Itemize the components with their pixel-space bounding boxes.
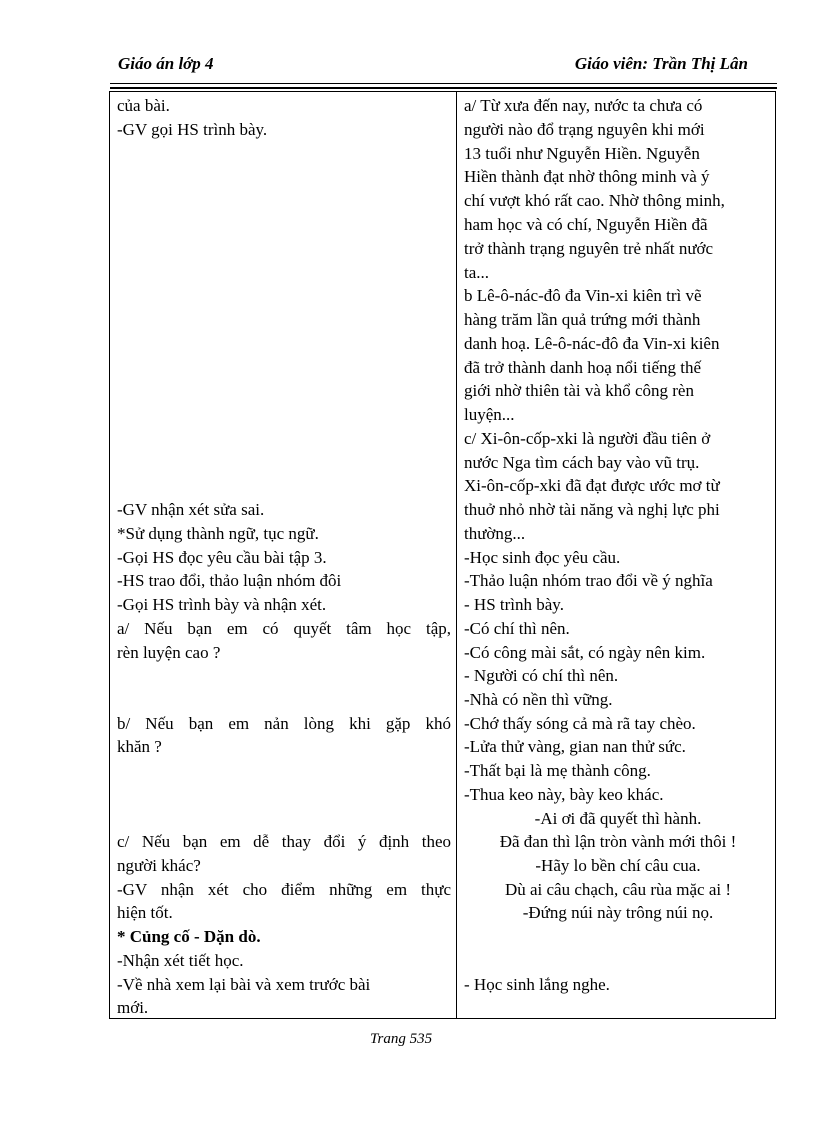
column-divider: [456, 92, 457, 1018]
right-line: Xi-ôn-cốp-xki đã đạt được ước mơ từ: [464, 476, 720, 495]
left-line: -GV nhận xét cho điểm những em thực: [117, 880, 451, 899]
right-line: hàng trăm lần quả trứng mới thành: [464, 310, 701, 329]
left-line: người khác?: [117, 856, 201, 875]
left-line: -Nhận xét tiết học.: [117, 951, 244, 970]
left-line: -Gọi HS trình bày và nhận xét.: [117, 595, 327, 614]
proverb-line: -Hãy lo bền chí câu cua.: [535, 856, 701, 875]
page-number: Trang 535: [370, 1031, 433, 1047]
proverb-line: - Người có chí thì nên.: [464, 666, 619, 685]
proverb-line: -Chớ thấy sóng cả mà rã tay chèo.: [464, 714, 696, 733]
left-line: -Về nhà xem lại bài và xem trước bài: [117, 975, 371, 994]
right-line: - Học sinh lắng nghe.: [464, 975, 610, 994]
left-line: -GV gọi HS trình bày.: [117, 120, 268, 139]
right-line: nước Nga tìm cách bay vào vũ trụ.: [464, 453, 700, 472]
header-left-title: Giáo án lớp 4: [118, 54, 214, 73]
lesson-table: [109, 91, 776, 1019]
right-line: b Lê-ô-nác-đô đa Vin-xi kiên trì vẽ: [464, 286, 702, 305]
proverb-line: -Nhà có nền thì vững.: [464, 690, 613, 709]
section-heading-wrap-up: * Củng cố - Dặn dò.: [117, 927, 261, 946]
proverb-line: -Thất bại là mẹ thành công.: [464, 761, 651, 780]
left-line: c/ Nếu bạn em dễ thay đổi ý định theo: [117, 832, 451, 851]
right-line: chí vượt khó rất cao. Nhờ thông minh,: [464, 191, 725, 210]
right-line: người nào đổ trạng nguyên khi mới: [464, 120, 705, 139]
right-line: Hiền thành đạt nhờ thông minh và ý: [464, 167, 710, 186]
proverb-line: -Có chí thì nên.: [464, 619, 570, 638]
proverb-line: Đã đan thì lận tròn vành mới thôi !: [499, 832, 737, 851]
header-rule-thick: [110, 87, 777, 89]
right-line: - HS trình bày.: [464, 595, 564, 614]
header-rule-thin: [110, 83, 777, 84]
proverb-line: -Thua keo này, bày keo khác.: [464, 785, 664, 804]
left-line: rèn luyện cao ?: [117, 643, 221, 662]
right-line: thường...: [464, 524, 526, 543]
header-right-teacher: Giáo viên: Trần Thị Lân: [574, 54, 748, 73]
right-line: c/ Xi-ôn-cốp-xki là người đầu tiên ở: [464, 429, 711, 448]
left-line: a/ Nếu bạn em có quyết tâm học tập,: [117, 619, 451, 638]
left-line: -GV nhận xét sửa sai.: [117, 500, 265, 519]
left-line: của bài.: [117, 96, 170, 115]
proverb-line: -Có công mài sắt, có ngày nên kim.: [464, 643, 706, 662]
right-line: đã trở thành danh hoạ nổi tiếng thế: [464, 358, 702, 377]
right-line: -Học sinh đọc yêu cầu.: [464, 548, 621, 567]
left-line: khăn ?: [117, 737, 162, 756]
right-line: luyện...: [464, 405, 515, 424]
right-line: giới nhờ thiên tài và khổ công rèn: [464, 381, 694, 400]
right-line: -Thảo luận nhóm trao đổi về ý nghĩa: [464, 571, 713, 590]
right-line: 13 tuổi như Nguyễn Hiền. Nguyễn: [464, 144, 700, 163]
right-line: a/ Từ xưa đến nay, nước ta chưa có: [464, 96, 703, 115]
left-line: hiện tốt.: [117, 903, 173, 922]
proverb-line: Dù ai câu chạch, câu rùa mặc ai !: [504, 880, 732, 899]
proverb-line: -Đứng núi này trông núi nọ.: [522, 903, 714, 922]
right-line: ta...: [464, 263, 490, 282]
left-line: b/ Nếu bạn em nản lòng khi gặp khó: [117, 714, 451, 733]
right-line: thuở nhỏ nhờ tài năng và nghị lực phi: [464, 500, 720, 519]
right-line: ham học và có chí, Nguyễn Hiền đã: [464, 215, 708, 234]
proverb-line: -Ai ơi đã quyết thì hành.: [534, 809, 702, 828]
proverb-line: -Lửa thử vàng, gian nan thử sức.: [464, 737, 686, 756]
left-line: -HS trao đổi, thảo luận nhóm đôi: [117, 571, 342, 590]
right-line: danh hoạ. Lê-ô-nác-đô đa Vin-xi kiên: [464, 334, 720, 353]
left-line: mới.: [117, 998, 149, 1017]
left-line: -Gọi HS đọc yêu cầu bài tập 3.: [117, 548, 327, 567]
left-line: *Sử dụng thành ngữ, tục ngữ.: [117, 524, 319, 543]
right-line: trở thành trạng nguyên trẻ nhất nước: [464, 239, 714, 258]
